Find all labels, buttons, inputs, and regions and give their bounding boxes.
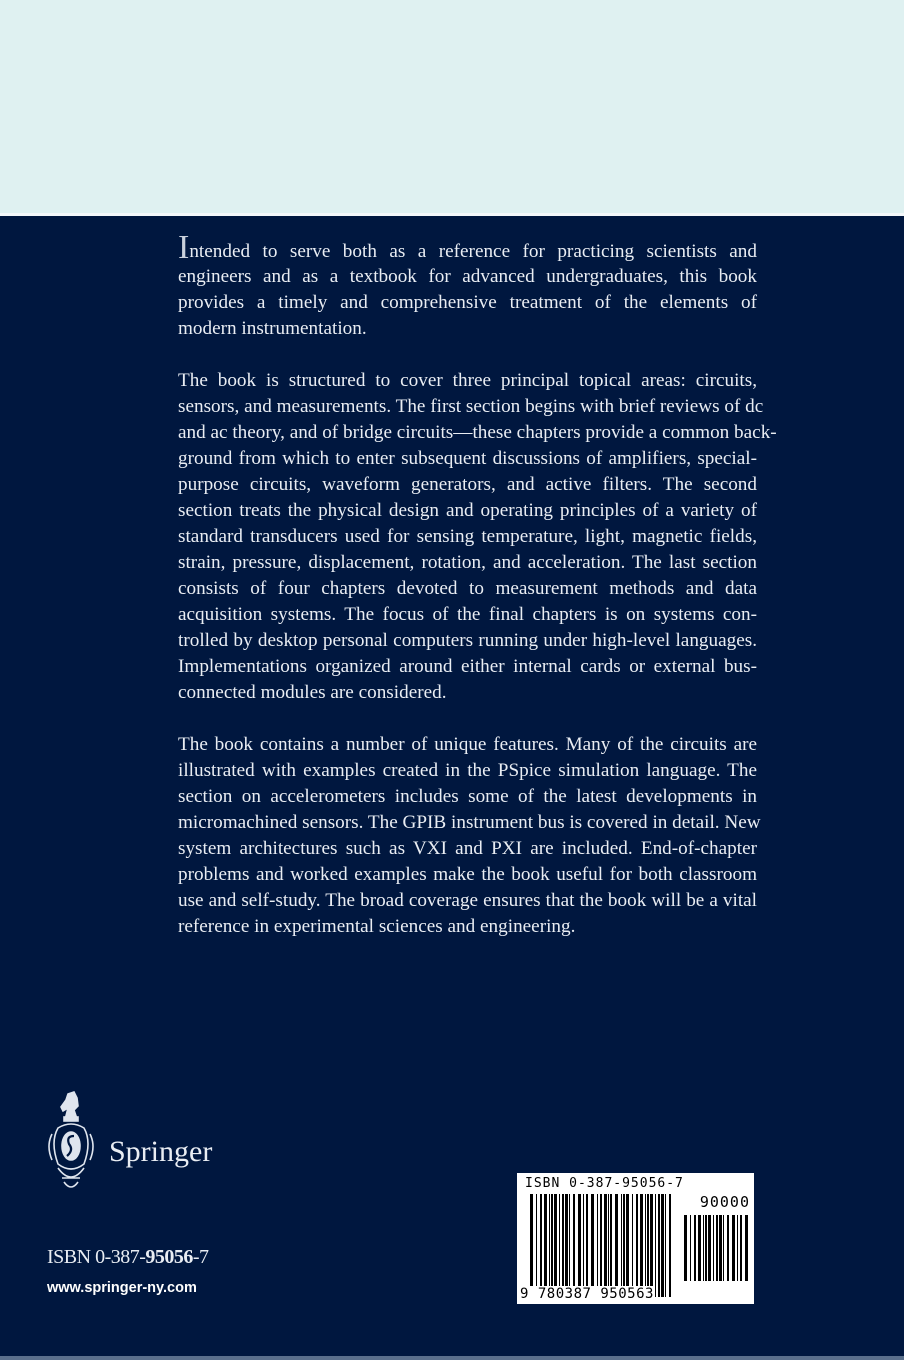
barcode-bar <box>551 1194 553 1297</box>
barcode-bar <box>544 1194 547 1297</box>
barcode-bar <box>732 1215 735 1281</box>
text-line <box>178 290 757 316</box>
text-line-content: ground from which to enter subsequent discussions of amplifiers, special- <box>178 448 757 469</box>
barcode-bar <box>626 1194 629 1297</box>
barcode-bar <box>636 1194 638 1297</box>
barcode-bar <box>640 1194 643 1297</box>
barcode-bar <box>600 1194 602 1297</box>
barcode-bar <box>690 1215 691 1281</box>
blurb-text <box>178 229 777 966</box>
text-line-content: purpose circuits, waveform generators, and active filters. The second <box>178 474 757 495</box>
text-line <box>178 316 757 342</box>
barcode-price-code: 90000 <box>699 1193 750 1211</box>
barcode-bar <box>559 1194 560 1297</box>
barcode-bar <box>540 1194 542 1297</box>
barcode-bar <box>647 1194 649 1297</box>
text-line <box>178 862 757 888</box>
barcode-bar <box>694 1215 696 1281</box>
text-line <box>178 472 757 498</box>
barcode-bar <box>698 1215 701 1281</box>
barcode-bar <box>554 1194 557 1297</box>
barcode-bar <box>703 1215 704 1281</box>
isbn-number <box>47 1246 209 1269</box>
publisher-name: Springer <box>109 1135 213 1168</box>
text-line-content: connected modules are considered. <box>178 682 447 703</box>
text-line <box>178 264 757 290</box>
barcode-ean-digits: 9 780387 950563 <box>520 1286 654 1302</box>
divider <box>0 213 904 216</box>
cover-top-band <box>0 0 904 213</box>
text-line-content: modern instrumentation. <box>178 318 367 339</box>
text-line <box>178 914 757 940</box>
text-line <box>178 368 757 394</box>
text-line <box>178 836 757 862</box>
text-line-content: and ac theory, and of bridge circuits—these chapters provide a common back- <box>178 422 777 443</box>
text-line-content: Implementations organized around either internal cards or external bus- <box>178 656 757 677</box>
text-line <box>178 446 757 472</box>
publisher-url: www.springer-ny.com <box>47 1280 197 1296</box>
barcode-bar <box>586 1194 588 1297</box>
barcode-bar <box>723 1215 724 1281</box>
barcode-bar <box>661 1194 664 1297</box>
paragraph <box>178 229 757 342</box>
text-line-content: provides a timely and comprehensive treatment of the elements of <box>178 292 757 313</box>
text-line-content: sensors, and measurements. The first section begins with brief reviews of dc <box>178 396 764 417</box>
text-line <box>178 229 757 266</box>
text-line-content: micromachined sensors. The GPIB instrument bus is covered in detail. New <box>178 812 761 833</box>
barcode-bar <box>705 1215 707 1281</box>
isbn-prefix: ISBN 0-387- <box>47 1246 146 1268</box>
barcode-bar <box>562 1194 564 1297</box>
barcode-bar <box>655 1194 656 1297</box>
text-line-content: acquisition systems. The focus of the final chapters is on systems con- <box>178 604 757 625</box>
text-line-content: section treats the physical design and operating principles of a variety of <box>178 500 757 521</box>
barcode-bar <box>669 1194 671 1297</box>
text-line-content: illustrated with examples created in the PSpice simulation language. The <box>178 760 757 781</box>
barcode-bar <box>645 1194 646 1297</box>
text-line-content: consists of four chapters devoted to measurement methods and data <box>178 578 757 599</box>
text-line-content: trolled by desktop personal computers running under high-level languages. <box>178 630 757 651</box>
text-line <box>178 576 757 602</box>
text-line-content: ntended to serve both as a reference for practicing scientists and <box>189 241 757 262</box>
text-line <box>178 810 761 836</box>
text-line <box>178 654 757 680</box>
barcode-bar <box>740 1215 742 1281</box>
barcode-bar <box>578 1194 581 1297</box>
barcode-bar <box>684 1215 687 1281</box>
barcode-bar <box>604 1194 607 1297</box>
text-line <box>178 732 757 758</box>
text-line <box>178 758 757 784</box>
text-line <box>178 550 757 576</box>
barcode-bar <box>708 1215 711 1281</box>
barcode-bar <box>615 1194 618 1297</box>
barcode-bar <box>591 1194 594 1297</box>
text-line <box>178 602 757 628</box>
text-line-content: reference in experimental sciences and engineering. <box>178 916 576 937</box>
text-line <box>178 420 777 446</box>
drop-cap: I <box>178 229 190 266</box>
barcode-bar <box>569 1194 570 1297</box>
divider <box>0 1356 904 1360</box>
barcode-bar <box>597 1194 598 1297</box>
barcode-bar <box>621 1194 622 1297</box>
paragraph <box>178 732 761 940</box>
barcode-bar <box>719 1215 722 1281</box>
text-line <box>178 524 757 550</box>
barcode-bar <box>665 1194 666 1297</box>
barcode-bar <box>737 1215 738 1281</box>
text-line <box>178 628 757 654</box>
barcode-bar <box>573 1194 575 1297</box>
text-line <box>178 784 757 810</box>
barcode-bar <box>583 1194 584 1297</box>
text-line-content: system architectures such as VXI and PXI are included. End-of-chapter <box>178 838 757 859</box>
text-line-content: strain, pressure, displacement, rotation, and acceleration. The last section <box>178 552 757 573</box>
springer-knight-icon <box>44 1090 100 1200</box>
text-line-content: section on accelerometers includes some of the latest developments in <box>178 786 757 807</box>
barcode-bar <box>650 1194 653 1297</box>
barcode-bar <box>713 1215 714 1281</box>
barcode-bar <box>658 1194 660 1297</box>
text-line-content: standard transducers used for sensing temperature, light, magnetic fields, <box>178 526 757 547</box>
barcode-bar <box>610 1194 612 1297</box>
barcode-bar <box>608 1194 609 1297</box>
barcode-bar <box>745 1215 748 1281</box>
barcode-bar <box>716 1215 718 1281</box>
text-line-content: The book contains a number of unique features. Many of the circuits are <box>178 734 757 755</box>
text-line <box>178 680 757 706</box>
text-line-content: engineers and as a textbook for advanced undergraduates, this book <box>178 266 757 287</box>
text-line-content: use and self-study. The broad coverage ensures that the book will be a vital <box>178 890 757 911</box>
text-line <box>178 888 757 914</box>
text-line-content: problems and worked examples make the book useful for both classroom <box>178 864 757 885</box>
barcode-bar <box>549 1194 550 1297</box>
text-line-content: The book is structured to cover three principal topical areas: circuits, <box>178 370 757 391</box>
barcode-bar <box>530 1194 533 1297</box>
barcode-isbn-label: ISBN 0-387-95056-7 <box>525 1176 684 1191</box>
barcode-bar <box>565 1194 568 1297</box>
isbn-suffix: -7 <box>192 1246 209 1268</box>
barcode-bar <box>632 1194 633 1297</box>
isbn-bold-part: 95056 <box>145 1246 193 1268</box>
barcode-bar <box>727 1215 729 1281</box>
isbn-barcode <box>517 1173 754 1304</box>
barcode-bar <box>536 1194 537 1297</box>
barcode-bar <box>623 1194 625 1297</box>
paragraph <box>178 368 777 706</box>
text-line <box>178 394 764 420</box>
text-line <box>178 498 757 524</box>
